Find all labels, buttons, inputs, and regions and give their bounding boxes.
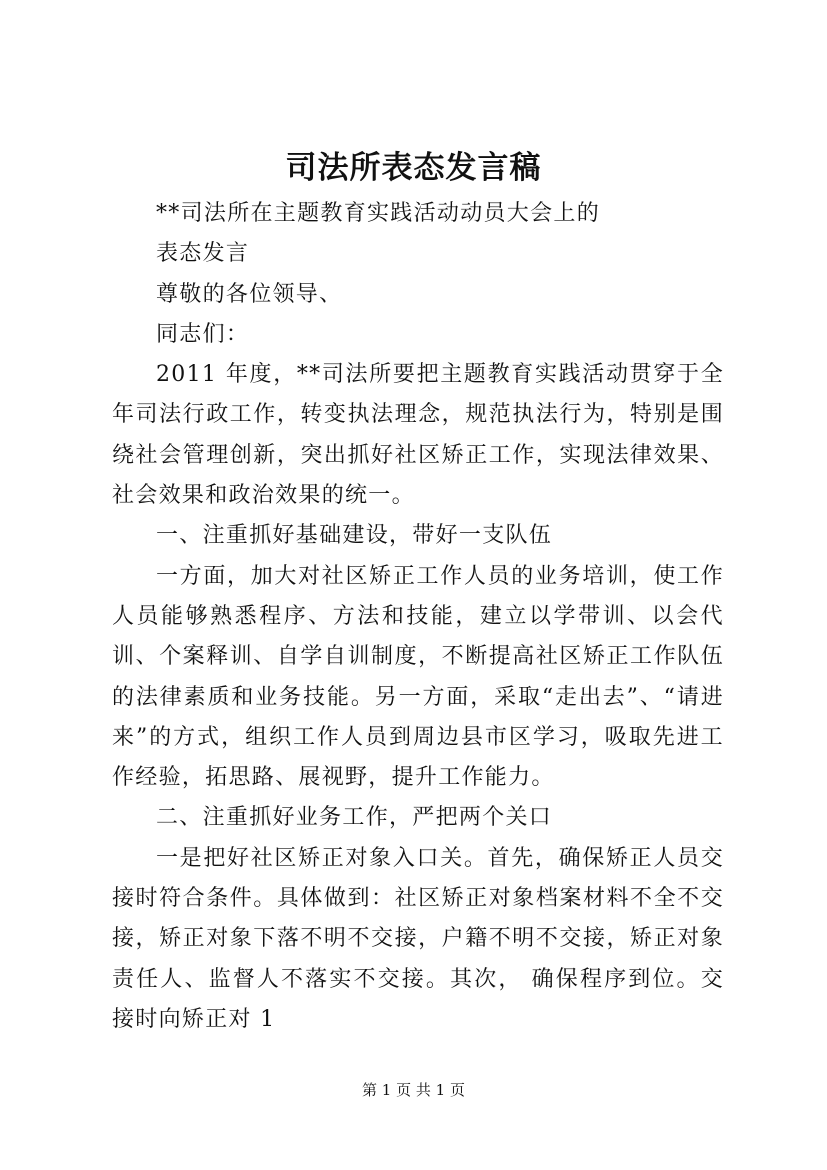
paragraph-heading-line-1: **司法所在主题教育实践活动动员大会上的	[156, 201, 601, 226]
page-footer: 第 1 页 共 1 页	[362, 1081, 465, 1099]
paragraph-section-2: 一是把好社区矫正对象入口关。首先，确保矫正人员交接时符合条件。具体做到：社区矫正对象档案材料不全不交接，矫正对象下落不明不交接，户籍不明不交接，矫正对象责任人、监督人不落实不交接。其次， 确保程序到位。交接时向矫正对 1	[112, 845, 724, 1032]
section-heading-2: 二、注重抓好业务工作，严把两个关口	[156, 805, 553, 831]
document-body	[112, 194, 724, 1040]
paragraph-heading-line-2: 表态发言	[156, 241, 250, 267]
paragraph-section-1: 一方面，加大对社区矫正工作人员的业务培训，使工作人员能够熟悉程序、方法和技能，建立以学带训、以会代训、个案释训、自学自训制度，不断提高社区矫正工作队伍的法律素质和业务技能。另一方面，采取“走出去”、“请进来”的方式，组织工作人员到周边县市区学习，吸取先进工作经验，拓思路、展视野，提升工作能力。	[112, 563, 724, 791]
paragraph-intro: 2011 年度，**司法所要把主题教育实践活动贯穿于全年司法行政工作，转变执法理念，规范执法行为，特别是围绕社会管理创新，突出抓好社区矫正工作，实现法律效果、社会效果和政治效果的统一。	[112, 362, 724, 509]
paragraph-salutation-2: 同志们：	[156, 321, 250, 347]
paragraph-salutation-1: 尊敬的各位领导、	[156, 281, 343, 307]
document-title: 司法所表态发言稿	[285, 150, 542, 186]
section-heading-1: 一、注重抓好基础建设，带好一支队伍	[156, 523, 553, 549]
